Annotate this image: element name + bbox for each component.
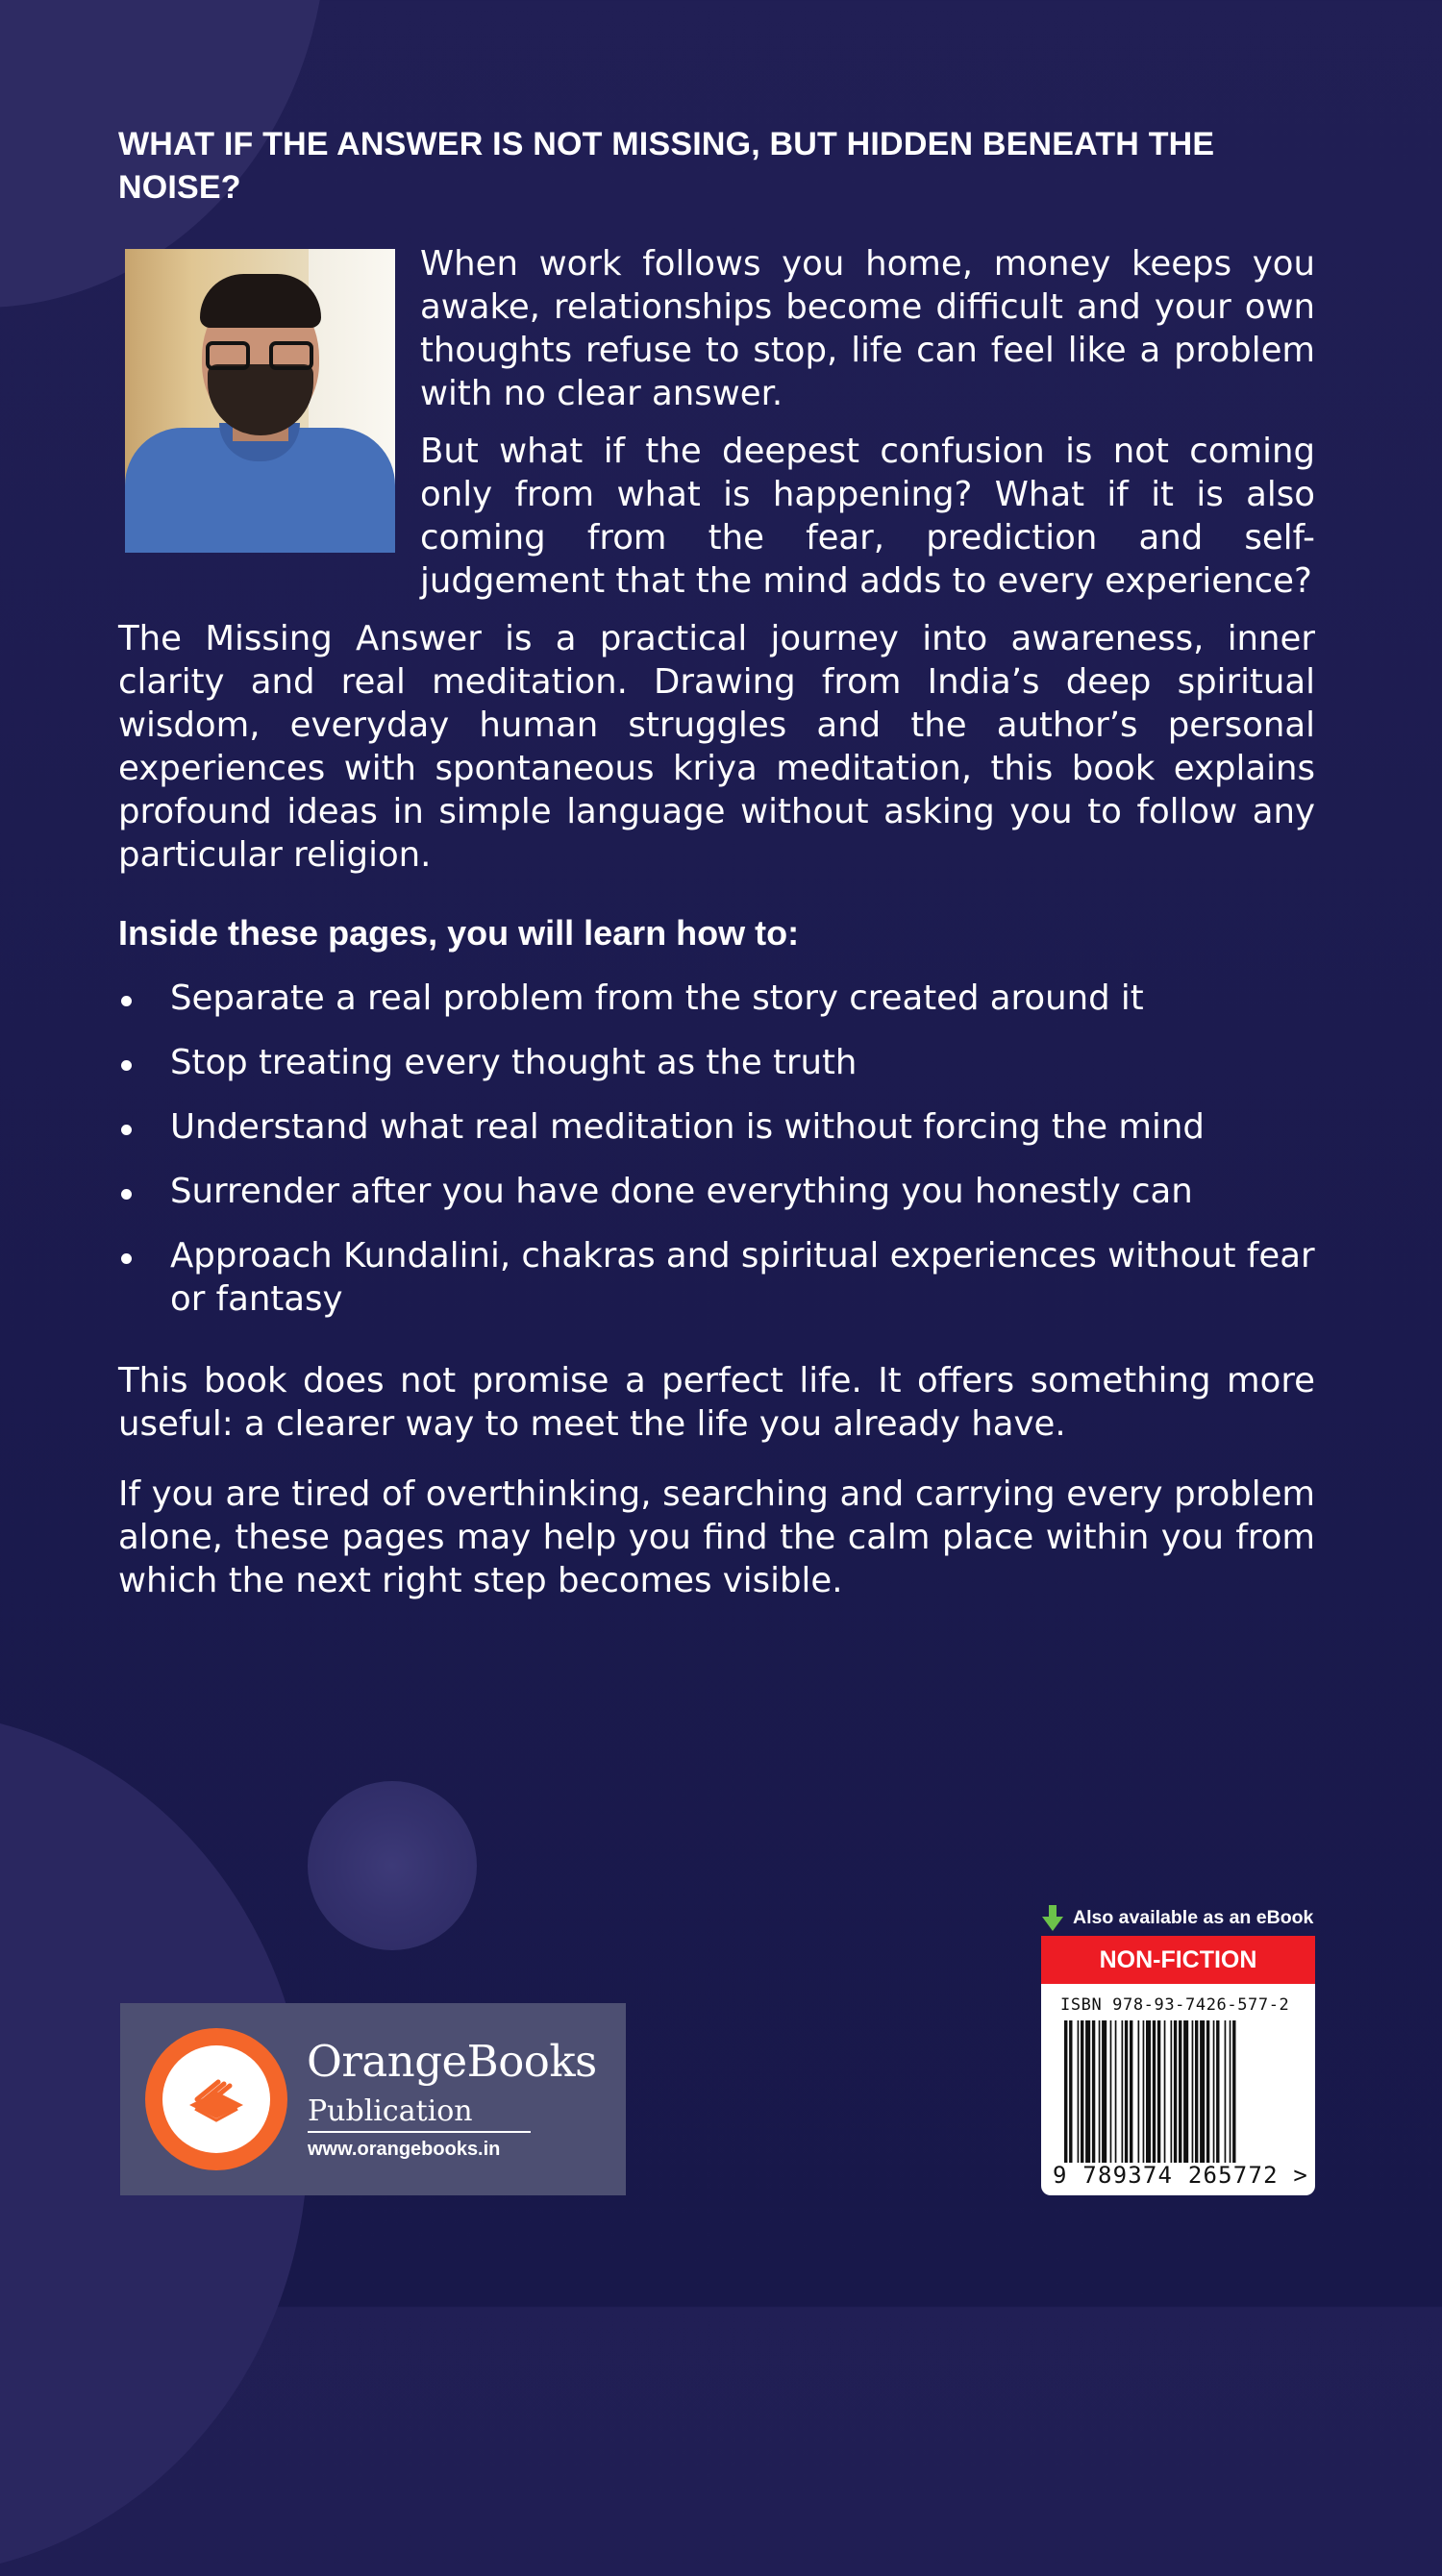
learn-list <box>118 977 1315 1321</box>
barcode-block <box>1041 1936 1315 2195</box>
publisher-name: OrangeBooks <box>307 2036 597 2087</box>
learn-heading: Inside these pages, you will learn how to: <box>118 913 800 953</box>
barcode-digits: 9 789374 265772 > <box>1053 2162 1309 2189</box>
list-item: Separate a real problem from the story created around it <box>118 977 1315 1020</box>
publisher-logo-icon <box>145 2028 287 2170</box>
ebook-note <box>1041 1903 1330 1932</box>
closing-section <box>118 1359 1315 1602</box>
author-photo <box>125 249 395 553</box>
closing-paragraph: This book does not promise a perfect life. It offers something more useful: a clearer way to meet the life you already have. <box>118 1361 1315 1444</box>
intro-paragraph: When work follows you home, money keeps you awake, relationships become difficult and your own thoughts refuse to stop, life can feel like a problem with no clear answer. <box>420 244 1315 413</box>
open-book-icon <box>184 2067 249 2132</box>
publisher-logo <box>120 2003 626 2195</box>
closing-paragraph: If you are tired of overthinking, searching and carrying every problem alone, these pages may help you find the calm place within you from which the next right step becomes visible. <box>118 1474 1315 1600</box>
headline: WHAT IF THE ANSWER IS NOT MISSING, BUT HIDDEN BENEATH THE NOISE? <box>118 126 1215 206</box>
barcode <box>1060 2020 1296 2163</box>
ebook-note-text: Also available as an eBook <box>1073 1907 1314 1928</box>
isbn-text: ISBN 978-93-7426-577-2 <box>1060 1995 1290 2015</box>
publisher-subtitle: Publication <box>308 2094 473 2128</box>
intro-paragraph: But what if the deepest confusion is not coming only from what is happening? What if it is also coming from the fear, prediction and self-judgement that the mind adds to every experience? <box>420 432 1315 601</box>
publisher-divider <box>308 2131 531 2133</box>
back-cover-text <box>118 123 1315 1629</box>
list-item: Surrender after you have done everything you honestly can <box>118 1170 1315 1213</box>
genre-label: NON-FICTION <box>1041 1936 1315 1984</box>
list-item: Approach Kundalini, chakras and spiritual experiences without fear or fantasy <box>118 1234 1315 1321</box>
background-orb <box>308 1781 477 1950</box>
glasses <box>206 341 313 370</box>
intro-section <box>118 242 1315 617</box>
description-paragraph: The Missing Answer is a practical journey into awareness, inner clarity and real meditation. Drawing from India’s deep spiritual wisdom, everyday human struggles and the author’s personal experiences with spontaneous kriya meditation, this book explains profound ideas in simple language without asking you to follow any particular religion. <box>118 619 1315 875</box>
list-item: Stop treating every thought as the truth <box>118 1041 1315 1084</box>
list-item: Understand what real meditation is without forcing the mind <box>118 1105 1315 1149</box>
publisher-url: www.orangebooks.in <box>308 2139 501 2160</box>
download-arrow-icon <box>1041 1905 1064 1932</box>
